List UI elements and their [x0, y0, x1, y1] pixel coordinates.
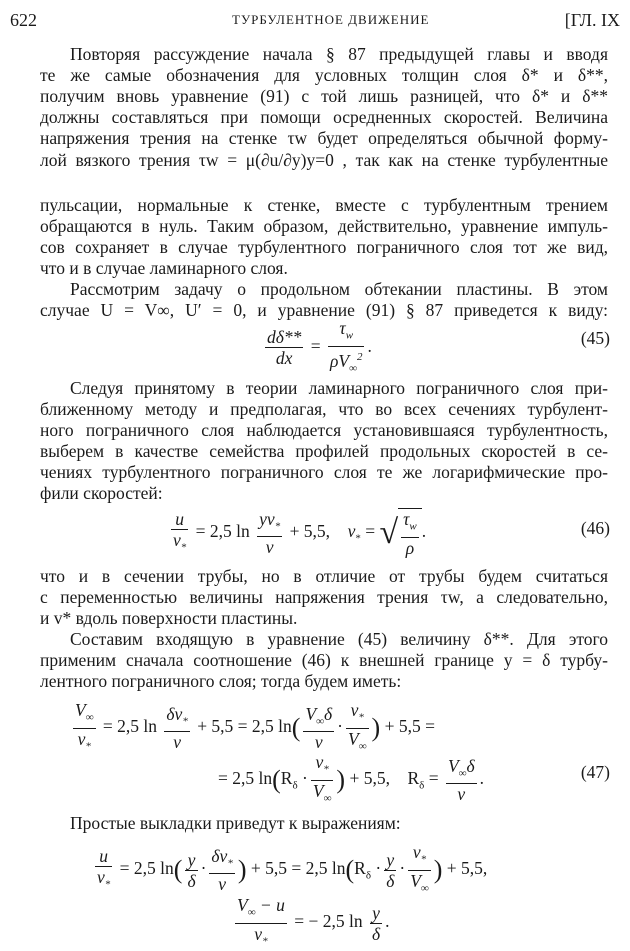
- text-line: получим вновь уравнение (91) с той лишь разницей, что δ* и δ**: [40, 86, 608, 106]
- page-number: 622: [10, 10, 37, 30]
- text-line: чениях турбулентного пограничного слоя те же логарифмические про-: [40, 462, 608, 482]
- text-line: выберем в качестве семейства профилей продольных скоростей в се-: [40, 441, 608, 461]
- text-line: обращаются в нуль. Таким образом, действительно, уравнение импуль-: [40, 216, 608, 236]
- text-line: ближенному методу и предполагая, что во всех сечениях турбулент-: [40, 399, 608, 419]
- equation-number: (47): [580, 762, 610, 782]
- text-line: Повторяя рассуждение начала § 87 предыдущей главы и вводя: [70, 44, 608, 64]
- text-line: лой вязкого трения τw = μ(∂u/∂y)y=0 , так как на стенке турбулентные: [40, 150, 608, 170]
- equation-number: (45): [580, 328, 610, 348]
- text-line: с переменностью величины напряжения трения τw, а следовательно,: [40, 587, 608, 607]
- equation-47-line-1: $\frac{V_\infty}{v_*}$ = 2,5 ln $\frac{\delta v_*}{\nu}$ + 5,5 = 2,5 ln( $\frac{V_\infty\delta}{\nu}$ · $\frac{v_*}{V_\infty}$ ) + 5,5 =: [75, 700, 435, 753]
- text-line: ного пограничного слоя наблюдается установившаяся турбулентность,: [40, 420, 608, 440]
- text-line: Следуя принятому в теории ламинарного пограничного слоя при-: [70, 378, 608, 398]
- text-line: пульсации, нормальные к стенке, вместе с турбулентным трением: [40, 195, 608, 215]
- text-line: должны составляться при помощи осредненных скоростей. Величина: [40, 107, 608, 127]
- text-line: сов сохраняет в случае турбулентного пограничного слоя тот же вид,: [40, 237, 608, 257]
- equation-46: $\frac{u}{v_*}$ = 2,5 ln $\frac{yv_*}{\nu}$ + 5,5, $v_*$ = √ $\frac{\tau_w}{\rho}$ .: [173, 508, 427, 558]
- text-line: что и в сечении трубы, но в отличие от трубы будем считаться: [40, 566, 608, 586]
- running-title: ТУРБУЛЕНТНОЕ ДВИЖЕНИЕ: [232, 12, 430, 27]
- paragraph-6: Простые выкладки приведут к выражениям:: [70, 813, 401, 833]
- text-line: случае U = V∞, U′ = 0, и уравнение (91) § 87 приведется к виду:: [40, 300, 608, 320]
- chapter-label: [ГЛ. IX: [564, 10, 620, 30]
- equation-derived-2: $\frac{V_\infty - u}{v_*}$ = − 2,5 ln $\frac{y}{\delta}$ .: [237, 895, 390, 947]
- page-header: [10, 10, 620, 36]
- text-line: и v* вдоль поверхности пластины.: [40, 608, 298, 628]
- equation-45: $\frac{d\delta**}{dx}$ = $\frac{\tau_w}{\rho V_\infty^2}$ .: [267, 318, 372, 374]
- equation-47-line-2: = 2,5 $\ln(R_\delta$ · $\frac{v_*}{V_\infty}$ ) + 5,5, $R_\delta$ = $\frac{V_\infty\delta}{\nu}$ .: [218, 752, 484, 805]
- equation-derived-1: $\frac{u}{v_*}$ = 2,5 ln( $\frac{y}{\delta}$ · $\frac{\delta v_*}{\nu}$ ) + 5,5 = 2,5 $\ln(R_\delta$ · $\frac{y}{\delta}$ · $\frac{v_*}{V_\infty}$ ) + 5,5,: [97, 842, 488, 895]
- text-line: Составим входящую в уравнение (45) величину δ**. Для этого: [70, 629, 608, 649]
- text-line: фили скоростей:: [40, 483, 163, 503]
- text-line: те же самые обозначения для условных толщин слоя δ* и δ**,: [40, 65, 608, 85]
- text-line: лентного пограничного слоя; тогда будем иметь:: [40, 671, 402, 691]
- text-line: напряжения трения на стенке τw будет определяться обычной форму-: [40, 128, 608, 148]
- equation-number: (46): [580, 518, 610, 538]
- text-line: применим сначала соотношение (46) к внешней границе y = δ турбу-: [40, 650, 608, 670]
- text-line: что и в случае ламинарного слоя.: [40, 258, 288, 278]
- text-line: Рассмотрим задачу о продольном обтекании пластины. В этом: [70, 279, 608, 299]
